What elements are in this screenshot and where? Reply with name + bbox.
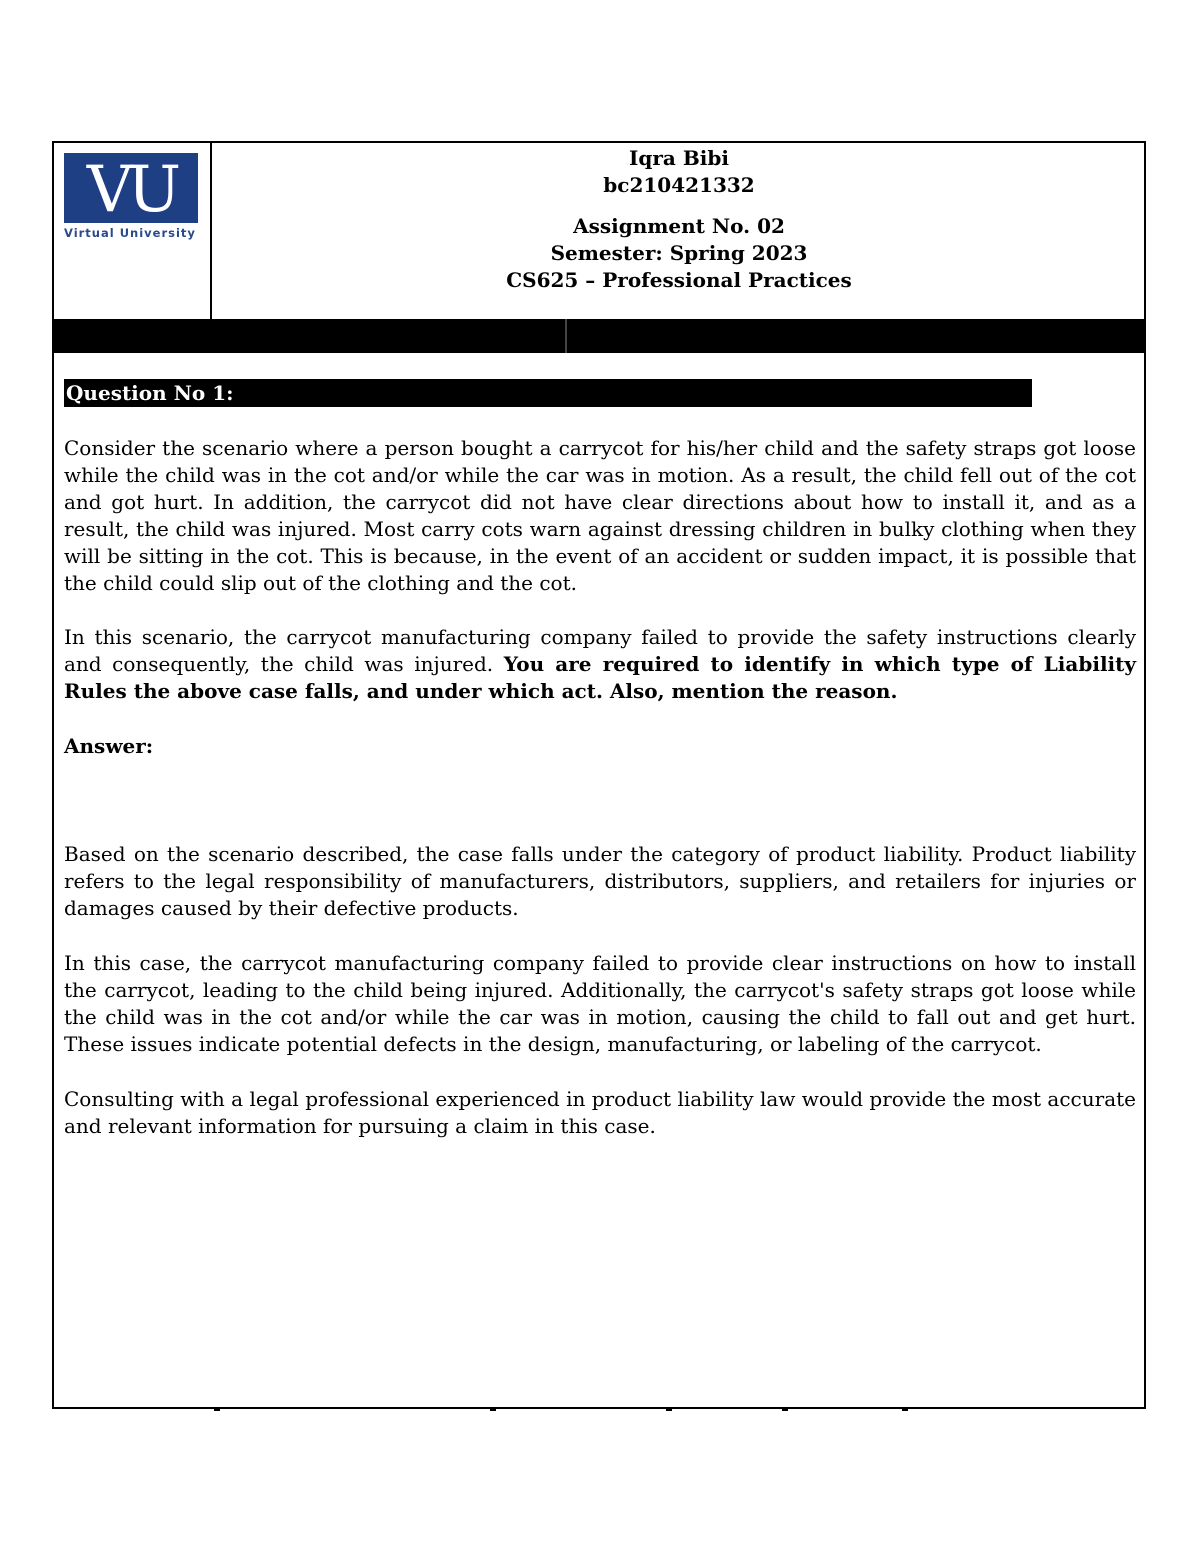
answer-paragraph-2: In this case, the carrycot manufacturing company failed to provide clear instructions on how to install the carrycot, leading to the child being injured. Additionally, the carrycot's safety straps got loose while the child was in the cot and/or while the car was in motion, causing the child to fall out and get hurt. These issues indicate potential defects in the design, manufacturing, or labeling of the carrycot. [64, 951, 1136, 1056]
vu-logo-icon [64, 153, 198, 223]
answer-label: Answer: [64, 734, 154, 758]
assignment-number: Assignment No. 02 [573, 214, 785, 238]
answer-paragraph-3: Consulting with a legal professional experienced in product liability law would provide the most accurate and relevant information for pursuing a claim in this case. [64, 1087, 1136, 1138]
logo-caption: Virtual University [64, 226, 196, 240]
header-divider-bar [54, 319, 1144, 353]
student-name: Iqra Bibi [629, 146, 729, 170]
question-paragraph-2-text: In this scenario, the carrycot manufacturing company failed to provide the safety instructions clearly and consequently, the child was injured. [64, 625, 1136, 676]
logo-letters: VU [86, 153, 176, 223]
logo-cell [54, 143, 212, 319]
document-frame [52, 141, 1146, 1409]
course-title: CS625 – Professional Practices [506, 268, 852, 292]
question-label: Question No 1: [64, 379, 1032, 407]
header-row [54, 143, 1144, 319]
student-id: bc210421332 [603, 173, 755, 197]
question-paragraph-1: Consider the scenario where a person bought a carrycot for his/her child and the safety straps got loose while the child was in the cot and/or while the car was in motion. As a result, the child fell out of the cot and got hurt. In addition, the carrycot did not have clear directions about how to install it, and as a result, the child was injured. Most carry cots warn against dressing children in bulky clothing when they will be sitting in the cot. This is because, in the event of an accident or sudden impact, it is possible that the child could slip out of the clothing and the cot. [64, 436, 1136, 595]
title-block [214, 143, 1144, 319]
question-paragraph-2 [64, 624, 1136, 705]
semester: Semester: Spring 2023 [550, 241, 808, 265]
question-instruction: You are required to identify in which type of Liability Rules the above case falls, and under which act. Also, mention the reason. [64, 652, 1136, 703]
vu-logo [64, 153, 200, 240]
answer-paragraph-1: Based on the scenario described, the case falls under the category of product liability. Product liability refers to the legal responsibility of manufacturers, distributors, suppliers, and retailers for injuries or damages caused by their defective products. [64, 842, 1136, 920]
